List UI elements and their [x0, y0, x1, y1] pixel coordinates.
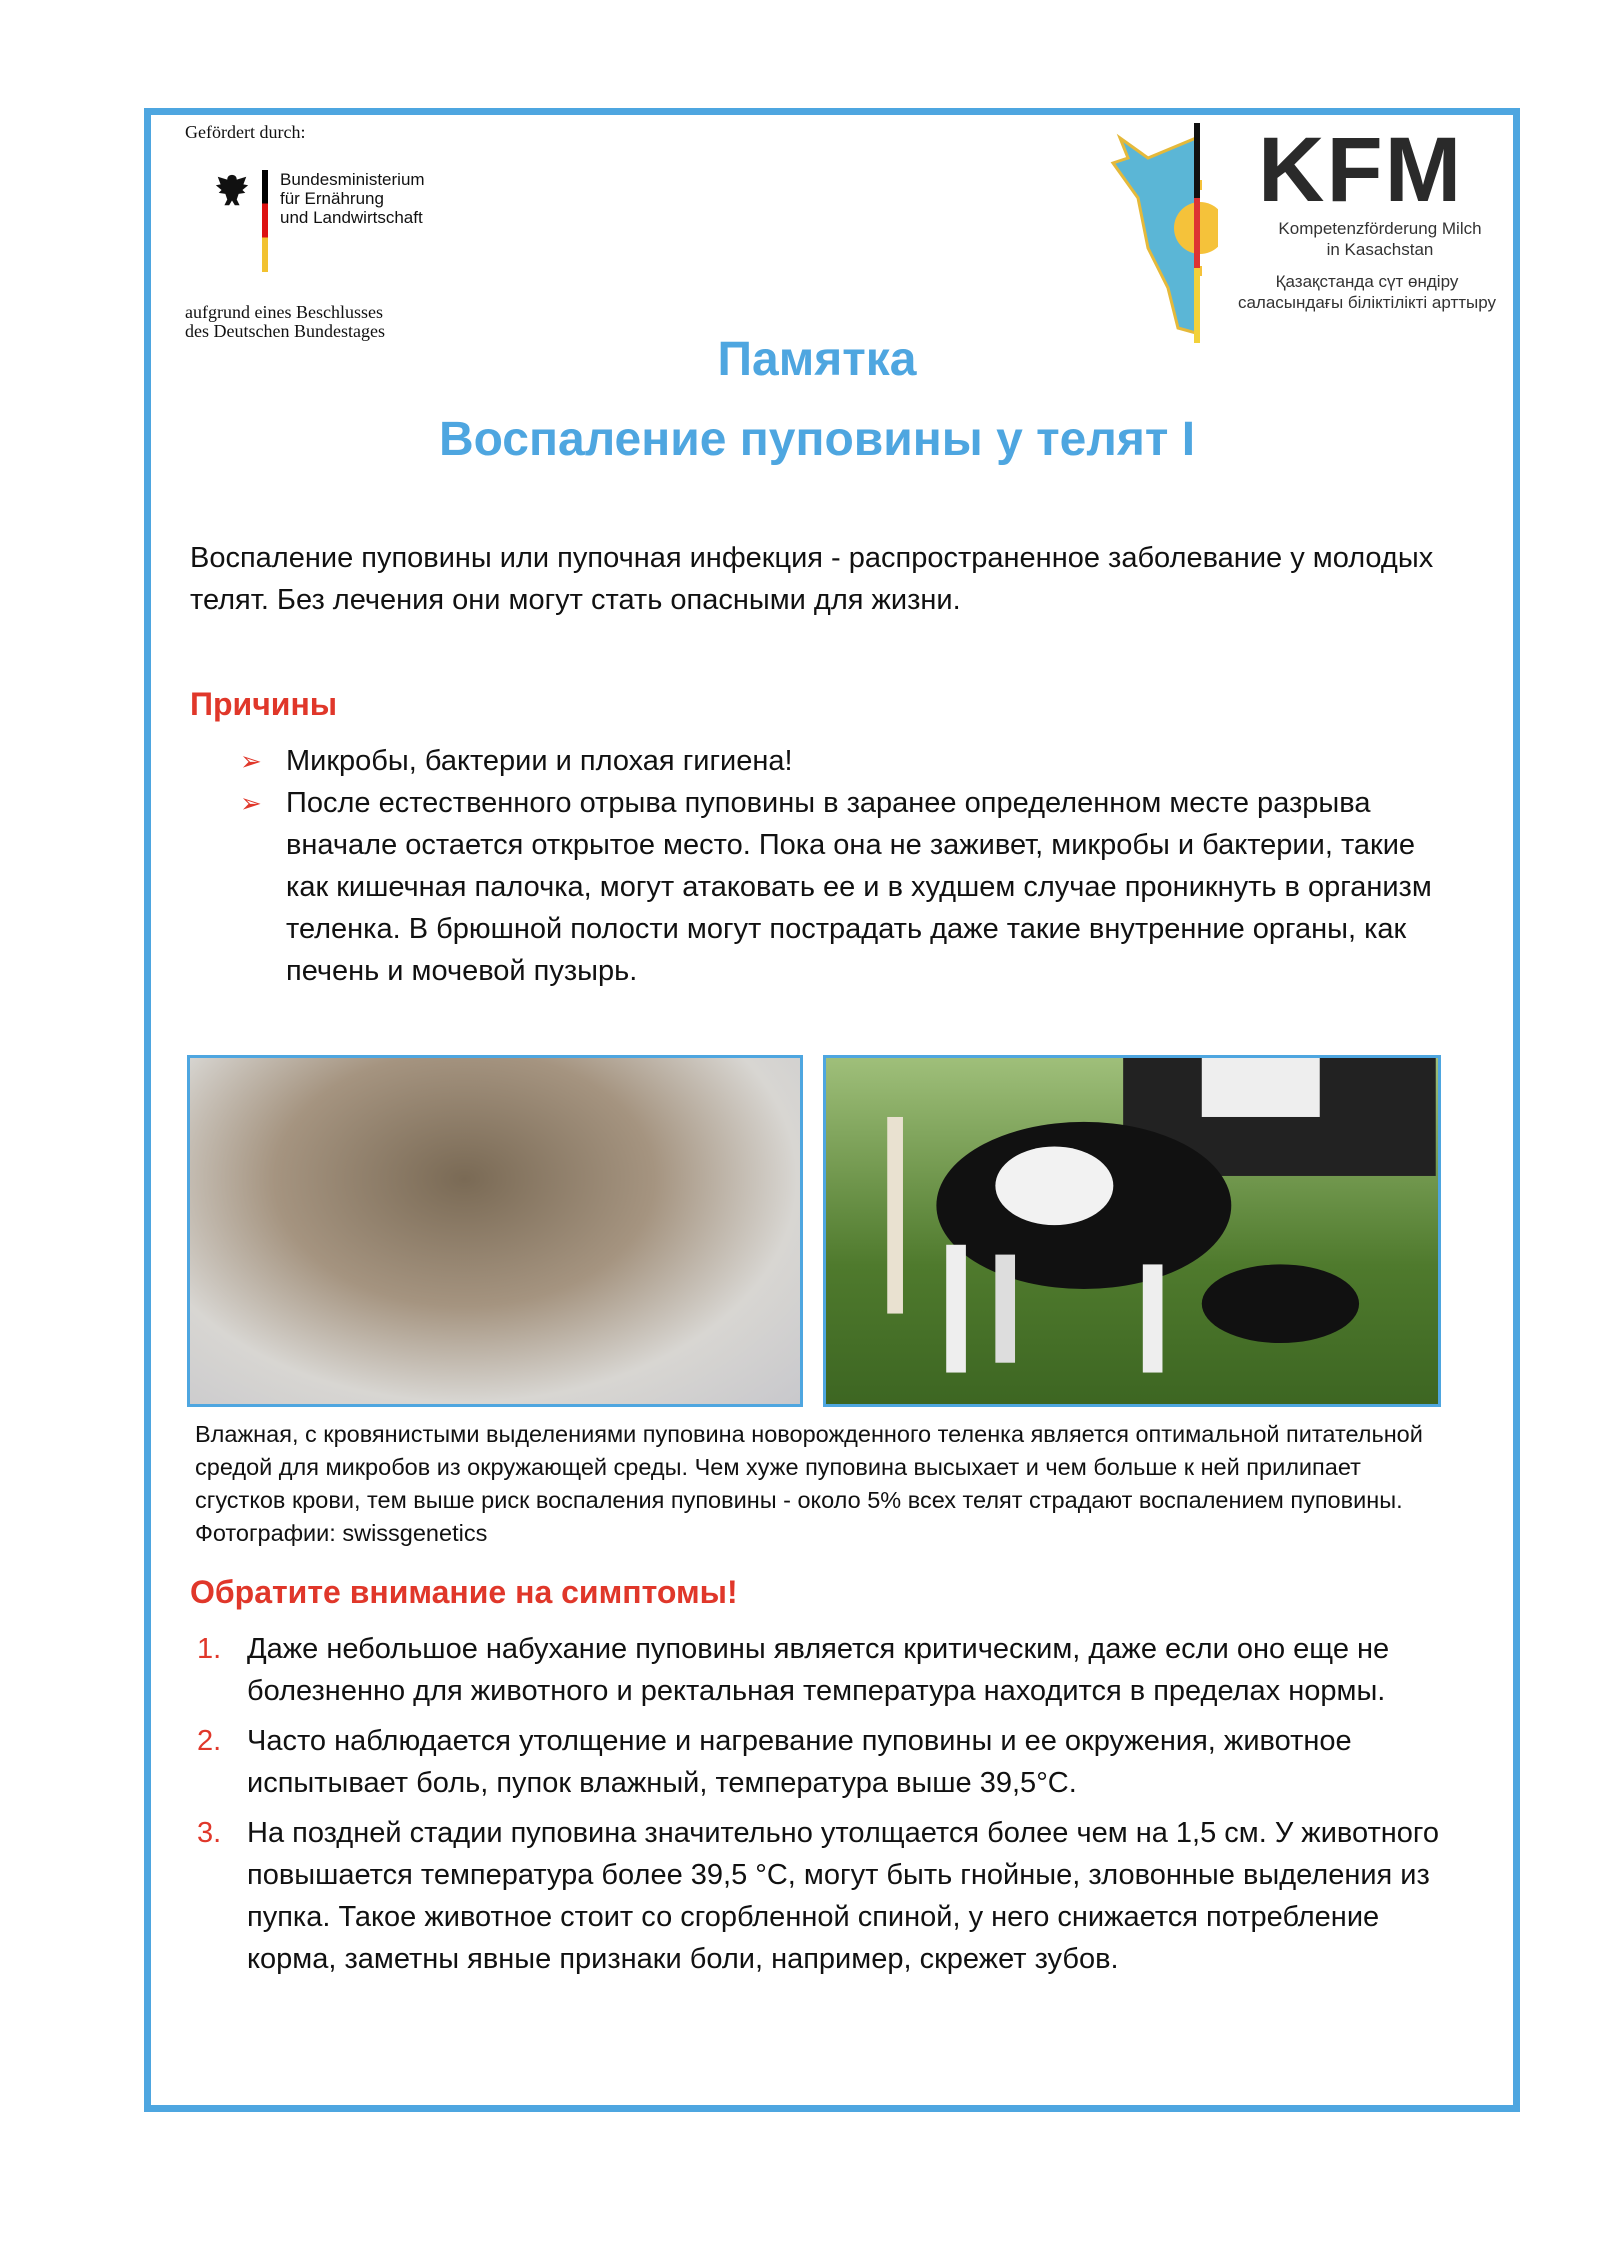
kfm-sub-line: in Kasachstan	[1326, 240, 1434, 259]
symptom-number: 3.	[197, 1817, 222, 1849]
ministry-line: und Landwirtschaft	[280, 208, 423, 227]
ministry-line: für Ernährung	[280, 189, 384, 208]
symptom-text: На поздней стадии пуповина значительно утолщается более чем на 1,5 см. У животного повышается температура более 39,5 °C, могут быть гнойные, зловонные выделения из пупка. Такое животное стоит со сгорбленной спиной, у него снижается потребление корма, заметны явные признаки боли, например, скрежет зубов.	[247, 1817, 1439, 1975]
photo-calf-grazing	[823, 1055, 1441, 1407]
causes-list	[240, 740, 1460, 992]
ministry-line: Bundesministerium	[280, 170, 425, 189]
page-subtitle: Воспаление пуповины у телят I	[438, 413, 1196, 466]
federal-eagle-icon	[213, 172, 251, 210]
causes-heading: Причины	[190, 686, 338, 722]
calf-illustration	[826, 1058, 1438, 1404]
symptom-item	[195, 1628, 1465, 1712]
kfm-cow-sun-logo	[1108, 118, 1218, 348]
symptoms-heading: Обратите внимание на симптомы!	[190, 1574, 738, 1610]
intro-paragraph: Воспаление пуповины или пупочная инфекция - распространенное заболевание у молодых телят. Без лечения они могут стать опасными для жизни.	[190, 542, 1434, 616]
kfm-sub-line: Kompetenzförderung Milch	[1278, 219, 1482, 238]
symptom-item	[195, 1812, 1465, 1980]
symptom-text: Даже небольшое набухание пуповины является критическим, даже если оно еще не болезненно для животного и ректальная температура находится в пределах нормы.	[247, 1633, 1390, 1707]
kfm-kz-line: саласындағы біліктілікті арттыру	[1237, 293, 1497, 312]
photo-caption: Влажная, с кровянистыми выделениями пуповина новорожденного теленка является оптимальной питательной средой для микробов из окружающей среды. Чем хуже пуповина высыхает и чем больше к ней прилипает сгустков крови, тем выше риск воспаления пуповины - около 5% всех телят страдают воспалением пуповины. Фотографии: swissgenetics	[195, 1421, 1423, 1546]
kfm-kz-line: Қазақстанда сүт өндіру	[1275, 272, 1459, 291]
kfm-wordmark: KFM	[1258, 119, 1464, 221]
funded-by-label: Gefördert durch:	[185, 122, 306, 142]
kfm-subtitle	[1235, 218, 1525, 260]
symptom-number: 1.	[197, 1633, 222, 1665]
symptom-number: 2.	[197, 1725, 222, 1757]
symptom-item	[195, 1720, 1465, 1804]
ministry-name	[280, 170, 425, 227]
bundestag-line: des Deutschen Bundestages	[185, 321, 385, 341]
photo-umbilical-closeup	[187, 1055, 803, 1407]
cause-item: ➢ После естественного отрыва пуповины в заранее определенном месте разрыва вначале остается открытое место. Пока она не заживет, микробы и бактерии, такие как кишечная палочка, могут атаковать ее и в худшем случае проникнуть в организм теленка. В брюшной полости могут пострадать даже такие внутренние органы, как печень и мочевой пузырь.	[240, 782, 1460, 992]
symptoms-list	[195, 1628, 1465, 1988]
cause-item: ➢ Микробы, бактерии и плохая гигиена!	[240, 740, 1460, 782]
german-flag-bar	[262, 170, 268, 272]
page-title: Памятка	[717, 333, 917, 386]
bundestag-line: aufgrund eines Beschlusses	[185, 302, 383, 322]
kfm-kazakh-subtitle	[1212, 271, 1522, 313]
symptom-text: Часто наблюдается утолщение и нагревание пуповины и ее окружения, животное испытывает боль, пупок влажный, температура выше 39,5°C.	[247, 1725, 1352, 1799]
